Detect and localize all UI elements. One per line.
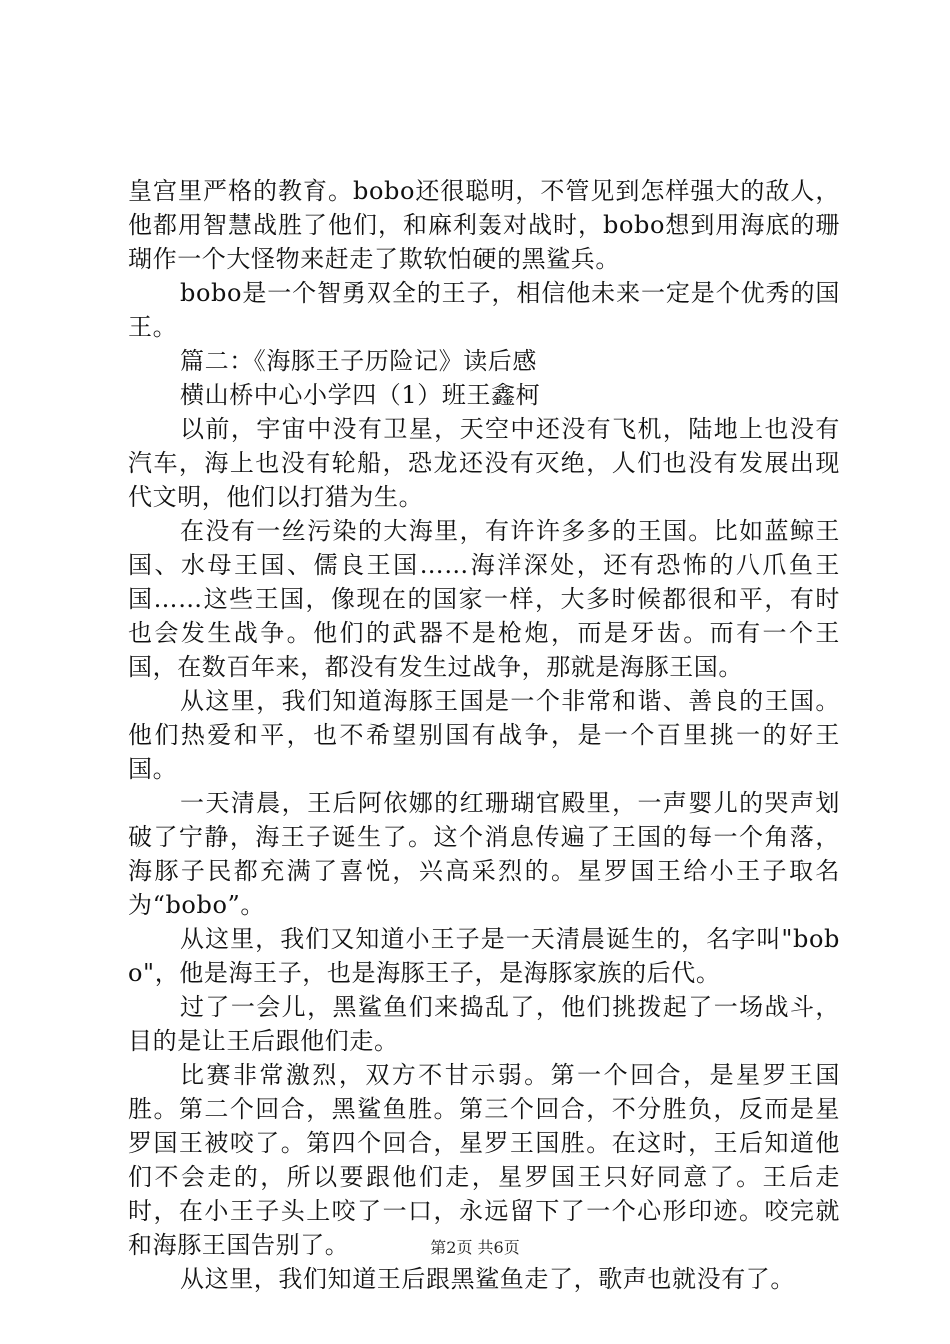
paragraph: 从这里，我们又知道小王子是一天清晨诞生的，名字叫"bobo"，他是海王子，也是海豚王子，是海豚家族的后代。 <box>128 925 840 987</box>
paragraph: 从这里，我们知道海豚王国是一个非常和谐、善良的王国。他们热爱和平，也不希望别国有战争，是一个百里挑一的好王国。 <box>128 687 840 783</box>
paragraph: 比赛非常激烈，双方不甘示弱。第一个回合，是星罗王国胜。第二个回合，黑鲨鱼胜。第三个回合，不分胜负，反而是星罗国王被咬了。第四个回合，星罗王国胜。在这时，王后知道他们不会走的，所以要跟他们走，星罗国王只好同意了。王后走时，在小王子头上咬了一口，永远留下了一个心形印迹。咬完就和海豚王国告别了。 <box>128 1061 840 1259</box>
paragraph: 皇宫里严格的教育。bobo还很聪明，不管见到怎样强大的敌人，他都用智慧战胜了他们，和麻利轰对战时，bobo想到用海底的珊瑚作一个大怪物来赶走了欺软怕硬的黑鲨兵。 <box>128 177 840 273</box>
paragraph: 一天清晨，王后阿依娜的红珊瑚官殿里，一声婴儿的哭声划破了宁静，海王子诞生了。这个消息传遍了王国的每一个角落，海豚子民都充满了喜悦，兴高采烈的。星罗国王给小王子取名为“bobo”。 <box>128 789 840 919</box>
paragraph: 在没有一丝污染的大海里，有许许多多的王国。比如蓝鲸王国、水母王国、儒良王国……海洋深处，还有恐怖的八爪鱼王国……这些王国，像现在的国家一样，大多时候都很和平，有时也会发生战争。他们的武器不是枪炮，而是牙齿。而有一个王国，在数百年来，都没有发生过战争，那就是海豚王国。 <box>128 517 840 681</box>
document-body <box>128 174 840 1296</box>
paragraph: bobo是一个智勇双全的王子，相信他未来一定是个优秀的国王。 <box>128 279 840 341</box>
paragraph: 以前，宇宙中没有卫星，天空中还没有飞机，陆地上也没有汽车，海上也没有轮船，恐龙还没有灭绝，人们也没有发展出现代文明，他们以打猎为生。 <box>128 415 840 511</box>
paragraph: 过了一会儿，黑鲨鱼们来捣乱了，他们挑拨起了一场战斗，目的是让王后跟他们走。 <box>128 993 840 1055</box>
page-footer: 第2页 共6页 <box>430 1238 520 1257</box>
section-heading: 篇二：《海豚王子历险记》读后感 <box>180 347 537 375</box>
paragraph: 从这里，我们知道王后跟黑鲨鱼走了，歌声也就没有了。 <box>180 1265 795 1293</box>
author-line: 横山桥中心小学四（1）班王鑫柯 <box>180 381 541 409</box>
